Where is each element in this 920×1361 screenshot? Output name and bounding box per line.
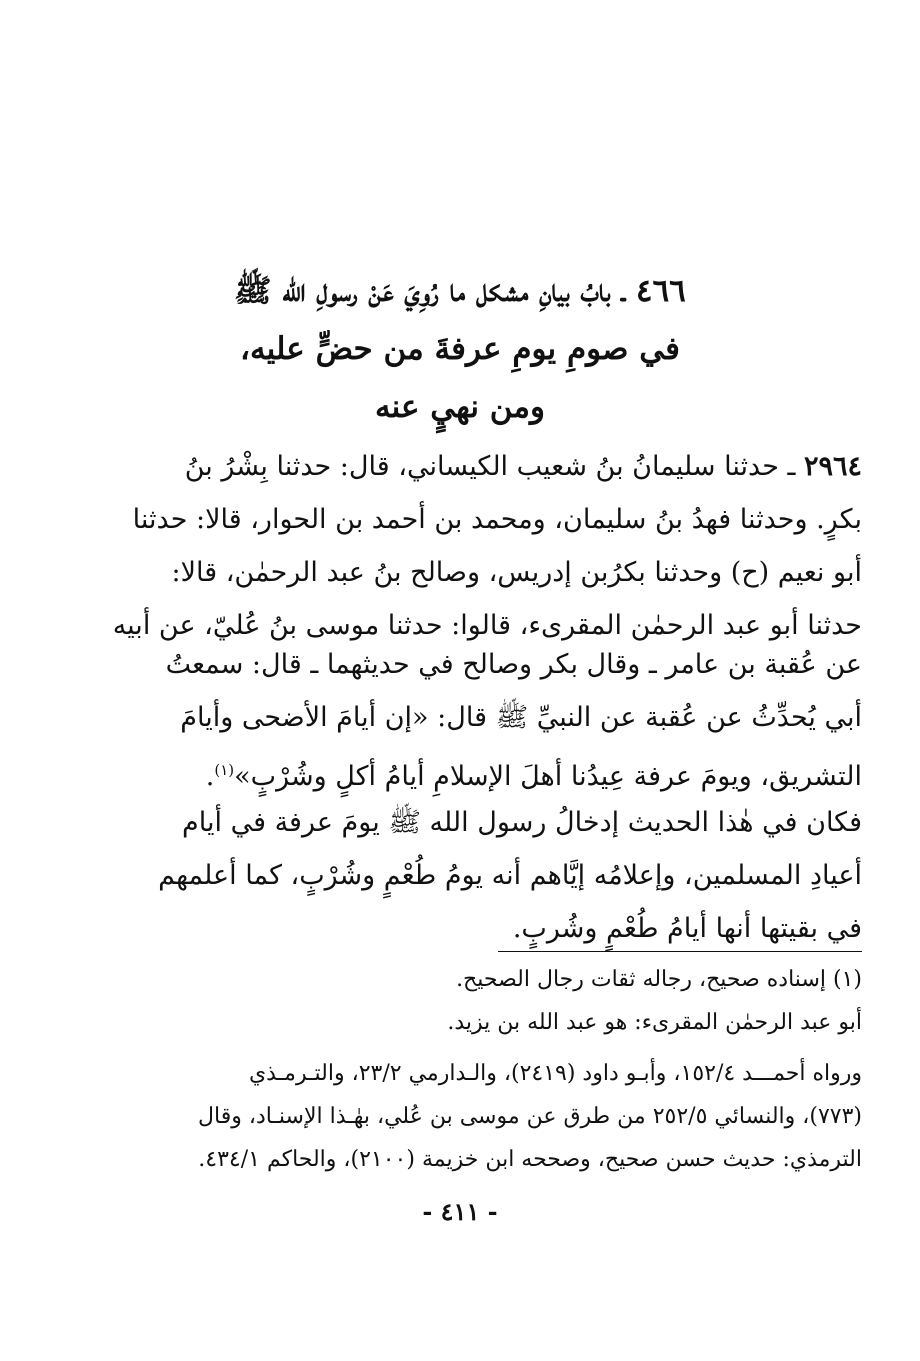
footnote-note: أبو عبد الرحمٰن المقرىء: هو عبد الله بن يزيد. — [447, 1010, 862, 1035]
chapter-heading-line-2: في صومِ يومِ عرفةَ من حضٍّ عليه، — [240, 331, 680, 367]
hadith-paragraph-1 — [112, 440, 862, 652]
paragraph-line: في بقيتها أنها أيامُ طُعْمٍ وشُربٍ. — [512, 913, 862, 944]
paragraph-line-text: التشريق، ويومَ عرفة عِيدُنا أهلَ الإسلامِ أيامُ أكلٍ وشُرْبٍ» — [234, 761, 862, 792]
hadith-paragraph-2 — [140, 638, 862, 803]
footnote-citation-line: الترمذي: حديث حسن صحيح، وصححه ابن خزيمة (٢١٠٠)، والحاكم ٤٣٤/١. — [198, 1147, 862, 1172]
paragraph-line: أبي يُحدِّثُ عن عُقبة عن النبيِّ ﷺ قال: «إن أيامَ الأضحى وأيامَ — [180, 702, 862, 733]
page-number: - ٤١١ - — [422, 1197, 498, 1226]
footnote-citation-line: ورواه أحمـــد ١٥٢/٤، وأبـو داود (٢٤١٩)، والـدارمي ٢٣/٢، والتـرمـذي — [248, 1061, 862, 1086]
paragraph-line: أبو نعيم (ح) وحدثنا بكرُبن إدريس، وصالح بنُ عبد الرحمٰن، قالا: — [171, 557, 862, 588]
hadith-number: ٢٩٦٤ — [803, 451, 862, 482]
paragraph-line: عن عُقبة بن عامر ـ وقال بكر وصالح في حديثهما ـ قال: سمعتُ — [165, 649, 862, 680]
footnote-1: (١) إسناده صحيح، رجاله ثقات رجال الصحيح. — [456, 967, 862, 992]
paragraph-line: فكان في هٰذا الحديث إدخالُ رسول الله ﷺ يومَ عرفة في أيام — [182, 807, 862, 838]
paragraph-line: التشريق، ويومَ عرفة عِيدُنا أهلَ الإسلامِ أيامُ أكلٍ وشُرْبٍ»$^{(١)}$. — [205, 761, 862, 792]
paragraph-line: حدثنا أبو عبد الرحمٰن المقرىء، قالوا: حدثنا موسى بنُ عُليّ، عن أبيه — [112, 610, 862, 641]
footnote-gap — [140, 1044, 862, 1052]
paragraph-line-text: ـ حدثنا سليمانُ بنُ شعيب الكيساني، قال: حدثنا بِشْرُ بنُ — [184, 451, 796, 482]
footnote-citation-line: (٧٧٣)، والنسائي ٢٥٢/٥ من طرق عن موسى بن عُلي، بهٰـذا الإسنـاد، وقال — [198, 1104, 862, 1129]
commentary-paragraph — [140, 796, 862, 955]
chapter-heading-line-3: ومن نهيٍ عنه — [375, 389, 545, 425]
paragraph-line: بكرٍ. وحدثنا فهدُ بنُ سليمان، ومحمد بن أحمد بن الحوار، قالا: حدثنا — [132, 504, 862, 535]
paragraph-line — [140, 440, 862, 493]
footnotes — [140, 958, 862, 1181]
chapter-heading-line-1: ٤٦٦ ـ بابُ بيانِ مشكل ما رُوِيَ عَنْ رسولِ الله ﷺ — [234, 273, 686, 309]
paragraph-line: أعيادِ المسلمين، وإعلامُه إيَّاهم أنه يومُ طُعْمٍ وشُرْبٍ، كما أعلمهم — [158, 860, 862, 891]
footnote-separator — [498, 951, 862, 952]
chapter-heading — [130, 262, 790, 436]
footnote-reference: (١) — [214, 761, 235, 779]
